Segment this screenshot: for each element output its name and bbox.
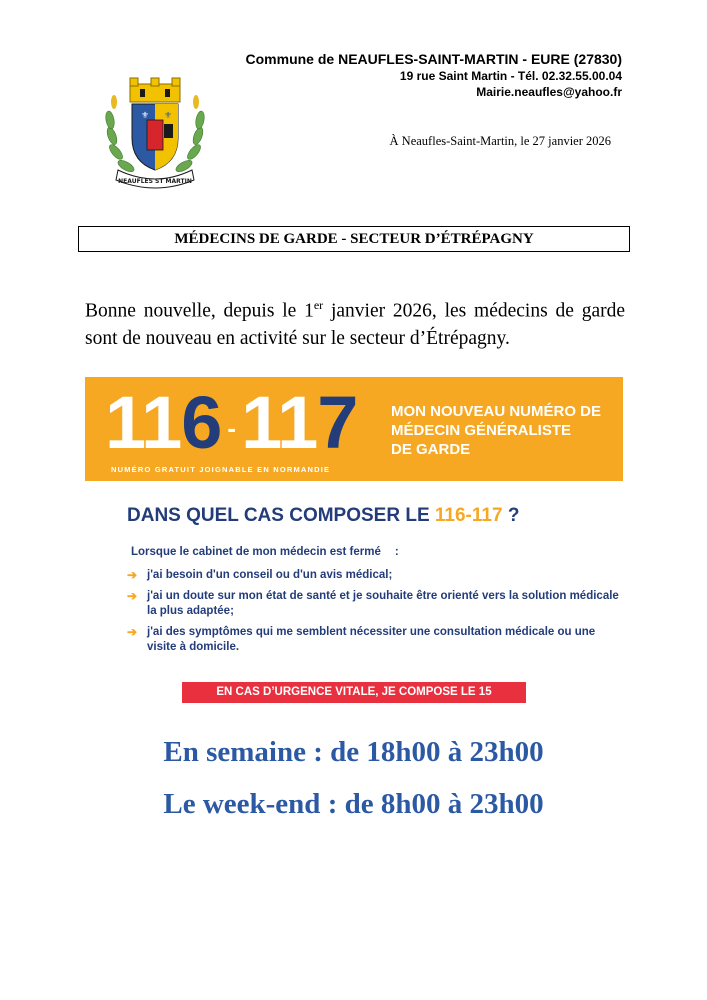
weekday-hours: En semaine : de 18h00 à 23h00 xyxy=(163,736,544,768)
letterhead xyxy=(246,50,622,100)
arrow-right-icon: ➔ xyxy=(127,568,138,582)
arrow-right-icon: ➔ xyxy=(127,625,138,639)
commune-name: Commune de NEAUFLES-SAINT-MARTIN - EURE (27830) xyxy=(245,51,622,67)
number-banner xyxy=(85,377,623,481)
banner-headline: MON NOUVEAU NUMÉRO DE MÉDECIN GÉNÉRALISTE DE GARDE xyxy=(391,403,602,458)
list-item: ➔ j'ai besoin d'un conseil ou d'un avis médical; xyxy=(127,568,393,582)
emergency-notice: EN CAS D’URGENCE VITALE, JE COMPOSE LE 15 xyxy=(182,682,526,703)
email-address: Mairie.neaufles@yahoo.fr xyxy=(476,85,622,99)
banner-subtitle: NUMÉRO GRATUIT JOIGNABLE EN NORMANDIE xyxy=(111,465,331,474)
cases-heading: DANS QUEL CAS COMPOSER LE 116-117 ? xyxy=(127,505,520,526)
list-item: ➔ j'ai un doute sur mon état de santé et je souhaite être orienté vers la solution médicale la plus adaptée; xyxy=(127,589,619,617)
ordinal-superscript: er xyxy=(313,298,324,312)
cases-lead: Lorsque le cabinet de mon médecin est fermé : xyxy=(131,546,399,558)
coat-of-arms-logo xyxy=(100,76,210,194)
letter-date: À Neaufles-Saint-Martin, le 27 janvier 2026 xyxy=(389,134,611,148)
intro-paragraph: Bonne nouvelle, depuis le 1er janvier 2026, les médecins de garde sont de nouveau en activité sur le secteur d’Étrépagny. xyxy=(85,298,625,349)
address-phone: 19 rue Saint Martin - Tél. 02.32.55.00.04 xyxy=(399,69,622,83)
list-item: ➔ j'ai des symptômes qui me semblent nécessiter une consultation médicale ou une visite à domicile. xyxy=(127,625,596,653)
cases-list xyxy=(127,568,627,661)
svg-text:⚜: ⚜ xyxy=(164,111,173,121)
svg-text:⚜: ⚜ xyxy=(141,111,150,121)
phone-number-big: 116 -117 xyxy=(105,381,358,464)
document-title: MÉDECINS DE GARDE - SECTEUR D’ÉTRÉPAGNY xyxy=(78,226,630,252)
arrow-right-icon: ➔ xyxy=(127,589,138,603)
weekend-hours: Le week-end : de 8h00 à 23h00 xyxy=(163,788,544,820)
crest-banner-text: NEAUFLES ST MARTIN xyxy=(118,178,192,185)
